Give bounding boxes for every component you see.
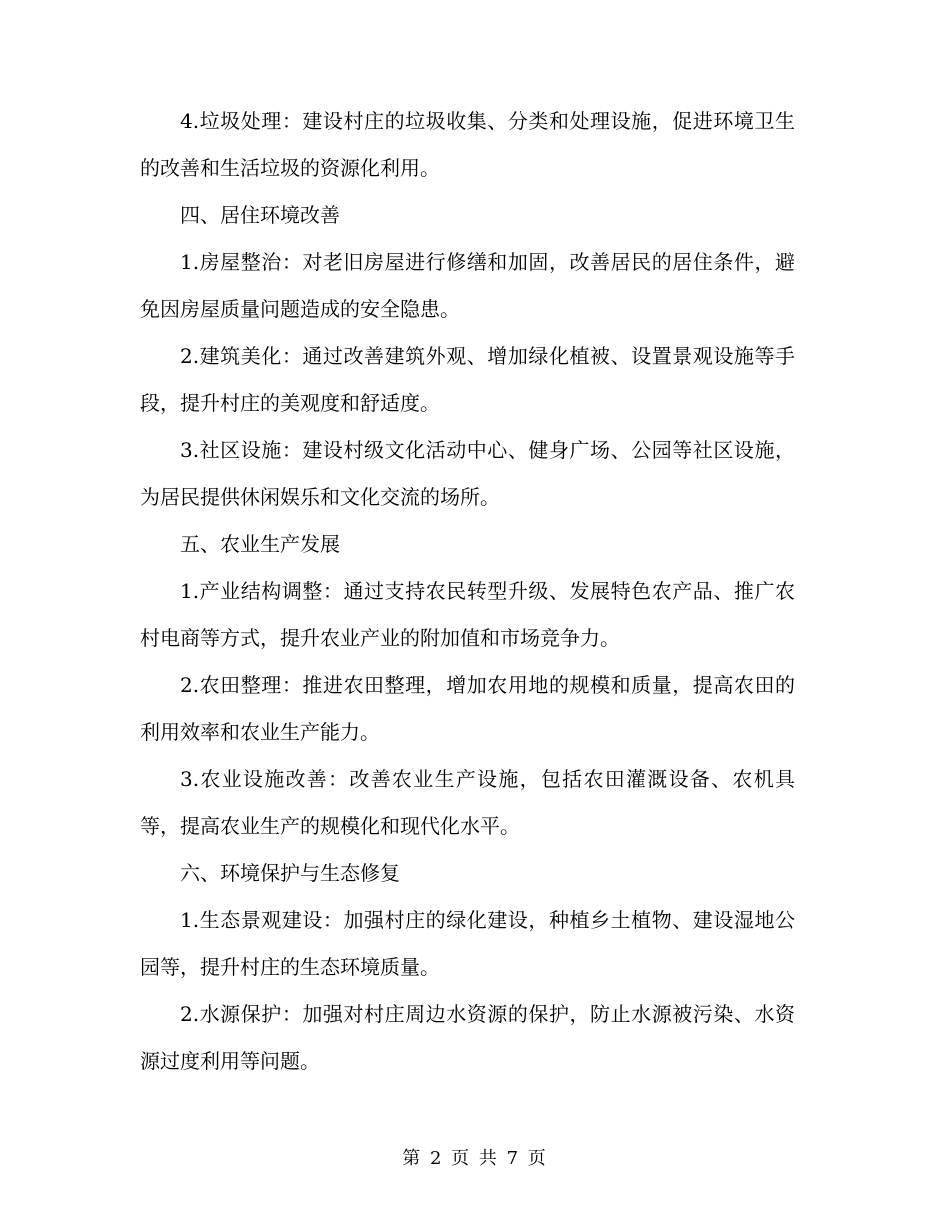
paragraph-housing-renovation: 1.房屋整治：对老旧房屋进行修缮和加固，改善居民的居住条件，避免因房屋质量问题造成的安全隐患。 bbox=[140, 250, 795, 321]
paragraph-industry-structure: 1.产业结构调整：通过支持农民转型升级、发展特色农产品、推广农村电商等方式，提升农业产业的附加值和市场竞争力。 bbox=[140, 579, 795, 650]
paragraph-water-protection: 2.水源保护：加强对村庄周边水资源的保护，防止水源被污染、水资源过度利用等问题。 bbox=[140, 1002, 795, 1073]
paragraph-agri-facilities: 3.农业设施改善：改善农业生产设施，包括农田灌溉设备、农机具等，提高农业生产的规模化和现代化水平。 bbox=[140, 767, 795, 838]
paragraph-garbage-treatment: 4.垃圾处理：建设村庄的垃圾收集、分类和处理设施，促进环境卫生的改善和生活垃圾的资源化利用。 bbox=[140, 109, 795, 180]
paragraph-ecological-landscape: 1.生态景观建设：加强村庄的绿化建设，种植乡土植物、建设湿地公园等，提升村庄的生态环境质量。 bbox=[140, 908, 795, 979]
document-body bbox=[140, 98, 795, 1085]
section-heading-agriculture: 五、农业生产发展 bbox=[180, 532, 340, 556]
paragraph-community-facilities: 3.社区设施：建设村级文化活动中心、健身广场、公园等社区设施，为居民提供休闲娱乐和文化交流的场所。 bbox=[140, 438, 795, 509]
section-heading-environment-protection: 六、环境保护与生态修复 bbox=[180, 861, 400, 885]
section-heading-living-environment: 四、居住环境改善 bbox=[180, 203, 340, 227]
paragraph-building-beautification: 2.建筑美化：通过改善建筑外观、增加绿化植被、设置景观设施等手段，提升村庄的美观度和舒适度。 bbox=[140, 344, 795, 415]
page-footer: 第 2 页 共 7 页 bbox=[402, 1148, 548, 1169]
paragraph-farmland-consolidation: 2.农田整理：推进农田整理，增加农用地的规模和质量，提高农田的利用效率和农业生产能力。 bbox=[140, 673, 795, 744]
